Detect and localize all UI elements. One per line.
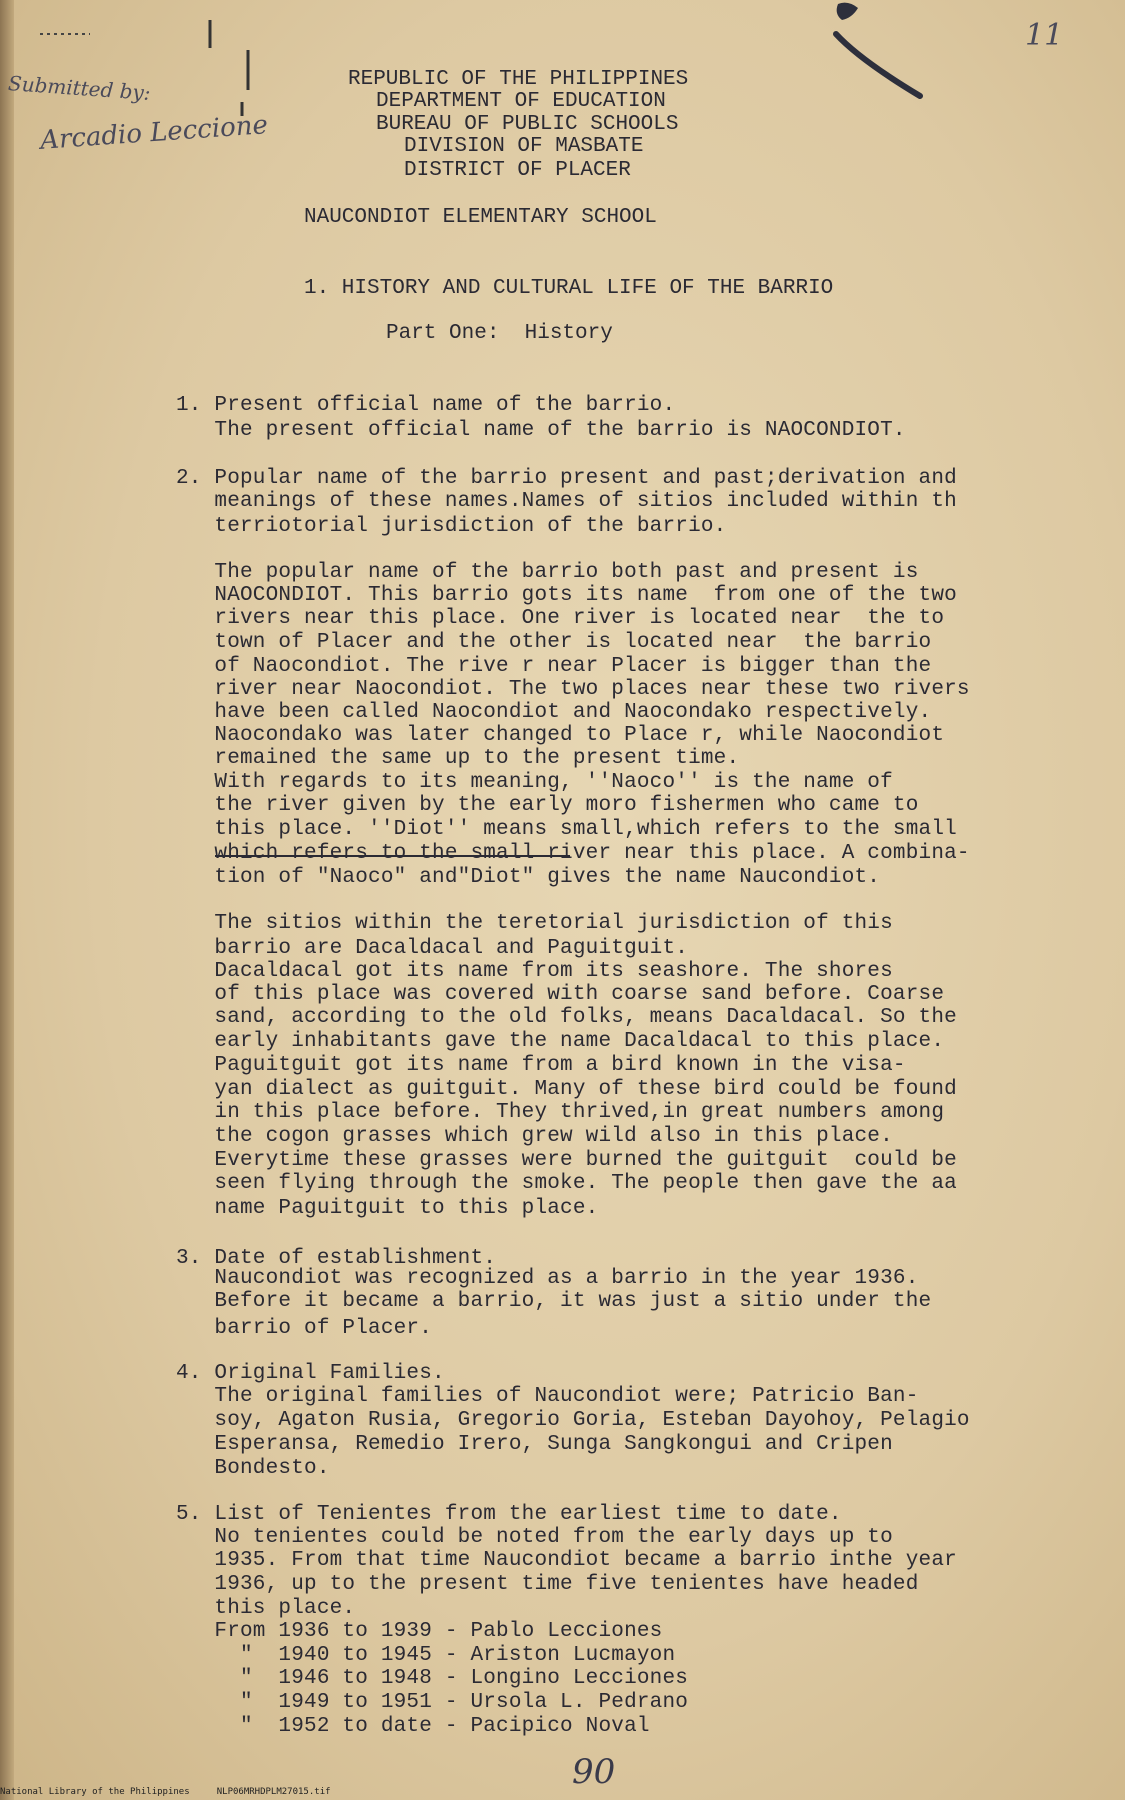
body-line: Esperansa, Remedio Irero, Sunga Sangkongui and Cripen <box>176 1433 893 1456</box>
body-line: barrio of Placer. <box>176 1317 433 1340</box>
strikethrough-mark <box>215 853 575 859</box>
teniente-row: " 1940 to 1945 - Ariston Lucmayon <box>176 1644 676 1667</box>
margin-signature: Arcadio Leccione <box>39 110 269 156</box>
body-line: 5. List of Tenientes from the earliest time to date. <box>176 1503 842 1526</box>
body-line: remained the same up to the present time. <box>176 747 740 770</box>
body-line: tion of "Naoco" and"Diot" gives the name Naucondiot. <box>176 866 881 889</box>
section-subtitle: Part One: History <box>386 322 613 345</box>
body-line: of this place was covered with coarse sand before. Coarse <box>176 983 945 1006</box>
archive-footer: National Library of the Philippines NLP06MRHDPLM27015.tif <box>0 1787 331 1797</box>
section-title: 1. HISTORY AND CULTURAL LIFE OF THE BARRIO <box>304 277 834 300</box>
body-line: The original families of Naucondiot were; Patricio Ban- <box>176 1385 919 1408</box>
body-line: NAOCONDIOT. This barrio gots its name from one of the two <box>176 584 957 607</box>
body-line: name Paguitguit to this place. <box>176 1197 599 1220</box>
body-line: Everytime these grasses were burned the guitguit could be <box>176 1149 957 1172</box>
body-line: Dacaldacal got its name from its seashore. The shores <box>176 960 893 983</box>
body-line: rivers near this place. One river is located near the to <box>176 607 945 630</box>
body-line-struck: which refers to the small river near this place. A combina- <box>176 842 970 865</box>
body-line: barrio are Dacaldacal and Paguitguit. <box>176 937 689 960</box>
margin-note-submitted-by: Submitted by: <box>7 71 152 105</box>
body-line: in this place before. They thrived,in great numbers among <box>176 1101 945 1124</box>
body-line: terriotorial jurisdiction of the barrio. <box>176 515 727 538</box>
body-line: sand, according to the old folks, means Dacaldacal. So the <box>176 1006 957 1029</box>
body-line: the cogon grasses which grew wild also in this place. <box>176 1125 893 1148</box>
body-line: Bondesto. <box>176 1457 330 1480</box>
ink-dash-marks <box>30 20 270 120</box>
body-line: have been called Naocondiot and Naocondako respectively. <box>176 701 932 724</box>
body-line: 1936, up to the present time five tenientes have headed <box>176 1573 919 1596</box>
body-line: early inhabitants gave the name Dacaldacal to this place. <box>176 1030 945 1053</box>
body-line: yan dialect as guitguit. Many of these bird could be found <box>176 1078 957 1101</box>
body-line: the river given by the early moro fishermen who came to <box>176 794 919 817</box>
header-department: DEPARTMENT OF EDUCATION <box>376 90 666 113</box>
page-binding-edge <box>0 0 14 1800</box>
body-line: The sitios within the teretorial jurisdiction of this <box>176 912 893 935</box>
body-line: river near Naocondiot. The two places near these two rivers <box>176 678 970 701</box>
body-line: meanings of these names.Names of sitios included within th <box>176 490 957 513</box>
header-republic: REPUBLIC OF THE PHILIPPINES <box>348 68 689 91</box>
body-line: Paguitguit got its name from a bird known in the visa- <box>176 1054 906 1077</box>
body-line: of Naocondiot. The rive r near Placer is bigger than the <box>176 655 932 678</box>
body-line: town of Placer and the other is located near the barrio <box>176 631 932 654</box>
header-division: DIVISION OF MASBATE <box>404 135 644 158</box>
ink-blot-mark <box>830 0 930 100</box>
body-line: 2. Popular name of the barrio present and past;derivation and <box>176 467 957 490</box>
body-line: The present official name of the barrio is NAOCONDIOT. <box>176 419 906 442</box>
body-line: seen flying through the smoke. The people then gave the aa <box>176 1172 957 1195</box>
body-line: 1935. From that time Naucondiot became a barrio inthe year <box>176 1549 957 1572</box>
teniente-row: From 1936 to 1939 - Pablo Lecciones <box>176 1620 663 1643</box>
teniente-row: " 1952 to date - Pacipico Noval <box>176 1715 650 1738</box>
page-number-handwritten: 90 <box>572 1752 616 1792</box>
page-mark-handwritten: 11 <box>1025 18 1064 53</box>
teniente-row: " 1946 to 1948 - Longino Lecciones <box>176 1667 689 1690</box>
body-line: 3. Date of establishment. <box>176 1247 497 1270</box>
body-line: soy, Agaton Rusia, Gregorio Goria, Esteban Dayohoy, Pelagio <box>176 1409 970 1432</box>
body-line: this place. <box>176 1597 356 1620</box>
body-line: Naucondiot was recognized as a barrio in the year 1936. <box>176 1267 919 1290</box>
body-line: Naocondako was later changed to Place r, while Naocondiot <box>176 724 945 747</box>
body-line: No tenientes could be noted from the early days up to <box>176 1526 893 1549</box>
body-line: 4. Original Families. <box>176 1362 445 1385</box>
header-district: DISTRICT OF PLACER <box>404 159 631 182</box>
body-line: With regards to its meaning, ''Naoco'' is the name of <box>176 771 893 794</box>
header-bureau: BUREAU OF PUBLIC SCHOOLS <box>376 113 679 136</box>
teniente-row: " 1949 to 1951 - Ursola L. Pedrano <box>176 1691 689 1714</box>
body-line: this place. ''Diot'' means small,which refers to the small <box>176 818 957 841</box>
body-line: The popular name of the barrio both past and present is <box>176 561 919 584</box>
school-name: NAUCONDIOT ELEMENTARY SCHOOL <box>304 206 657 229</box>
body-line: 1. Present official name of the barrio. <box>176 394 676 417</box>
body-line: Before it became a barrio, it was just a sitio under the <box>176 1290 932 1313</box>
